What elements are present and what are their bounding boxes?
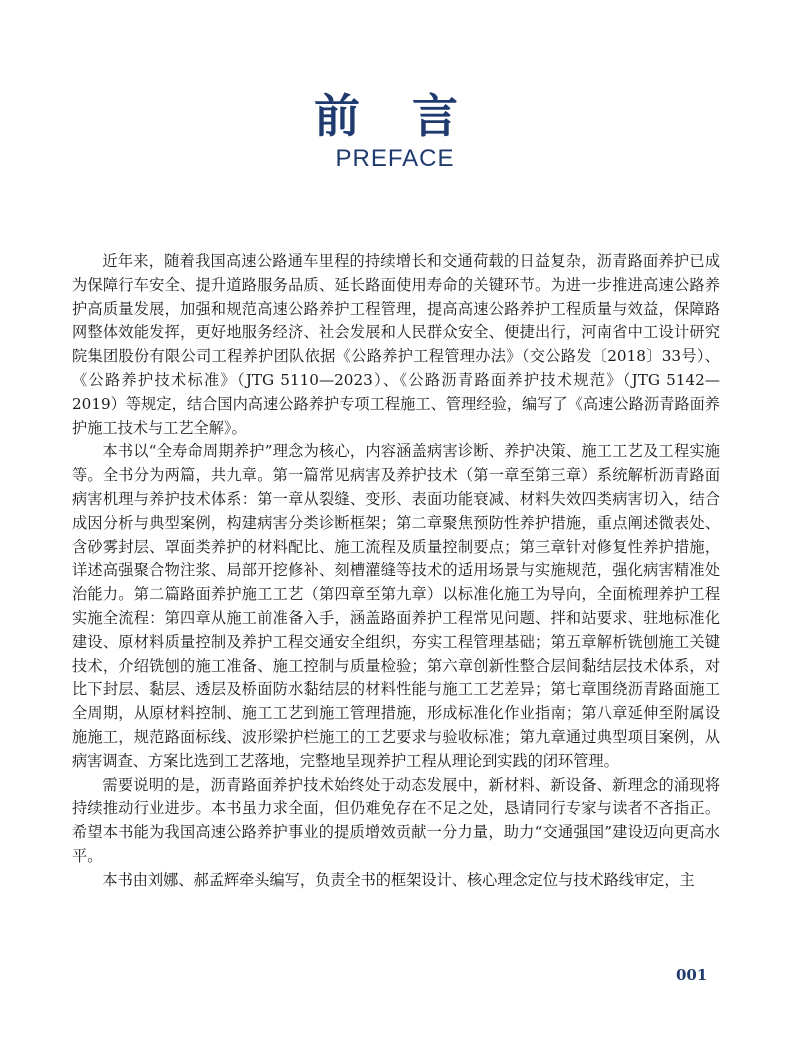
paragraph: 近年来，随着我国高速公路通车里程的持续增长和交通荷载的日益复杂，沥青路面养护已成为保障行车安全、提升道路服务品质、延长路面使用寿命的关键环节。为进一步推进高速公路养护高质量发展，加强和规范高速公路养护工程管理，提高高速公路养护工程质量与效益，保障路网整体效能发挥，更好地服务经济、社会发展和人民群众安全、便捷出行，河南省中工设计研究院集团股份有限公司工程养护团队依据《公路养护工程管理办法》（交公路发〔2018〕33号）、《公路养护技术标准》（JTG 5110—2023）、《公路沥青路面养护技术规范》（JTG 5142—2019）等规定，结合国内高速公路养护专项工程施工、管理经验，编写了《高速公路沥青路面养护施工技术与工艺全解》。 <box>72 252 720 437</box>
paragraph: 需要说明的是，沥青路面养护技术始终处于动态发展中，新材料、新设备、新理念的涌现将持续推动行业进步。本书虽力求全面，但仍难免存在不足之处，恳请同行专家与读者不吝指正。希望本书能为我国高速公路养护事业的提质增效贡献一分力量，助力“交通强国”建设迈向更高水平。 <box>72 775 720 865</box>
paragraph: 本书以“全寿命周期养护”理念为核心，内容涵盖病害诊断、养护决策、施工工艺及工程实施等。全书分为两篇，共九章。第一篇常见病害及养护技术（第一章至第三章）系统解析沥青路面病害机理与养护技术体系：第一章从裂缝、变形、表面功能衰减、材料失效四类病害切入，结合成因分析与典型案例，构建病害分类诊断框架；第二章聚焦预防性养护措施，重点阐述微表处、含砂雾封层、罩面类养护的材料配比、施工流程及质量控制要点；第三章针对修复性养护措施，详述高强聚合物注浆、局部开挖修补、刻槽灌缝等技术的适用场景与实施规范，强化病害精准处治能力。第二篇路面养护施工工艺（第四章至第九章）以标准化施工为导向，全面梳理养护工程实施全流程：第四章从施工前准备入手，涵盖路面养护工程常见问题、拌和站要求、驻地标准化建设、原材料质量控制及养护工程交通安全组织，夯实工程管理基础；第五章解析铣刨施工关键技术，介绍铣刨的施工准备、施工控制与质量检验；第六章创新性整合层间黏结层技术体系，对比下封层、黏层、透层及桥面防水黏结层的材料性能与施工工艺差异；第七章围绕沥青路面施工全周期，从原材料控制、施工工艺到施工管理措施，形成标准化作业指南；第八章延伸至附属设施施工，规范路面标线、波形梁护栏施工的工艺要求与验收标准；第九章通过典型项目案例，从病害调查、方案比选到工艺落地，完整地呈现养护工程从理论到实践的闭环管理。 <box>72 442 720 770</box>
page-title: 前 言 <box>313 89 476 143</box>
body-text <box>72 250 720 893</box>
paragraph: 本书由刘娜、郝孟辉牵头编写，负责全书的框架设计、核心理念定位与技术路线审定，主 <box>102 870 695 889</box>
page-number: 001 <box>676 966 708 984</box>
page-subtitle: PREFACE <box>335 145 455 172</box>
